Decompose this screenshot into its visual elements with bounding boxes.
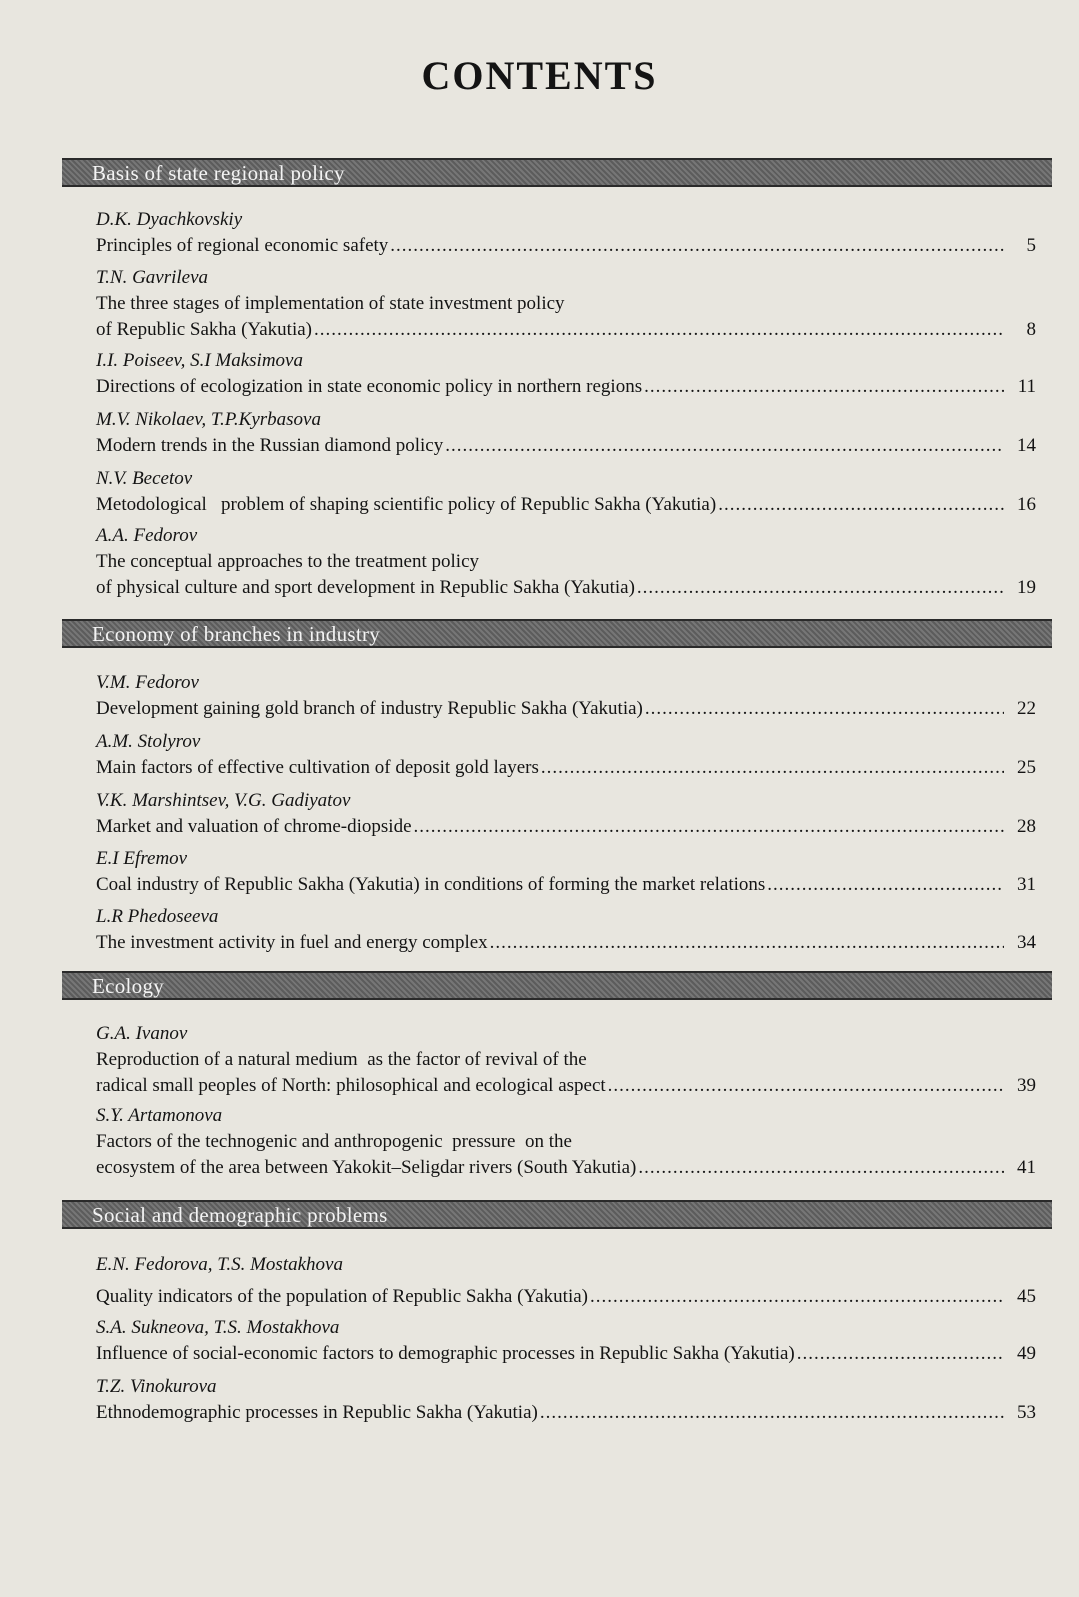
dot-leader [541,755,1004,781]
entry-page-number: 45 [1017,1286,1036,1307]
entry-authors: T.N. Gavrileva [96,267,209,288]
entry-page-number: 34 [1017,932,1036,953]
entry-page-number: 39 [1017,1075,1036,1096]
entry-authors: T.Z. Vinokurova [96,1376,217,1397]
entry-title: ecosystem of the area between Yakokit–Seligdar rivers (South Yakutia) [96,1157,637,1178]
toc-entry[interactable] [96,729,1036,781]
entry-authors: S.A. Sukneova, T.S. Mostakhova [96,1317,340,1338]
entry-title: Main factors of effective cultivation of deposit gold layers [96,757,539,778]
entry-page-number: 25 [1017,757,1036,778]
entry-title: Modern trends in the Russian diamond policy [96,435,444,456]
entry-authors: G.A. Ivanov [96,1023,188,1044]
dot-leader [608,1073,1004,1099]
toc-entry[interactable] [96,207,1036,259]
entry-page-number: 19 [1017,577,1036,598]
entry-title-line: The three stages of implementation of state investment policy [96,293,565,314]
toc-entry[interactable] [96,904,1036,956]
toc-entry[interactable] [96,1315,1036,1367]
toc-entry[interactable] [96,846,1036,898]
section-title: Ecology [92,974,165,998]
toc-entry[interactable] [96,1021,1036,1099]
section-header-basis-of-state-regional-policy [62,158,1052,187]
toc-entry[interactable] [96,1374,1036,1426]
entry-authors: S.Y. Artamonova [96,1105,223,1126]
entry-page-number: 31 [1017,874,1036,895]
dot-leader [637,575,1004,601]
entry-page-number: 14 [1017,435,1036,456]
toc-entry[interactable] [96,348,1036,400]
dot-leader [540,1400,1004,1426]
section-header-ecology [62,971,1052,1000]
entry-authors: A.A. Fedorov [96,525,198,546]
entry-title-line: The conceptual approaches to the treatment policy [96,551,480,572]
entry-page-number: 8 [1026,319,1036,340]
entry-page-number: 28 [1017,816,1036,837]
entry-authors: N.V. Becetov [96,468,193,489]
entry-authors: D.K. Dyachkovskiy [96,209,243,230]
entry-title: Metodological problem of shaping scientific policy of Republic Sakha (Yakutia) [96,494,717,515]
entry-page-number: 5 [1026,235,1036,256]
entry-authors: I.I. Poiseev, S.I Maksimova [96,350,303,371]
entry-title: radical small peoples of North: philosophical and ecological aspect [96,1075,606,1096]
toc-entry[interactable] [96,407,1036,459]
entry-title: The investment activity in fuel and energy complex [96,932,488,953]
entry-title: of Republic Sakha (Yakutia) [96,319,313,340]
entry-page-number: 53 [1017,1402,1036,1423]
toc-entry[interactable] [96,788,1036,840]
entry-authors: A.M. Stolyrov [96,731,201,752]
section-title: Social and demographic problems [92,1203,388,1227]
dot-leader [445,433,1004,459]
entry-title: Ethnodemographic processes in Republic Sakha (Yakutia) [96,1402,538,1423]
entry-title: Coal industry of Republic Sakha (Yakutia) in conditions of forming the market relations [96,874,766,895]
section-header-social-and-demographic-problems [62,1200,1052,1229]
dot-leader [638,1155,1004,1181]
entry-title: Directions of ecologization in state economic policy in northern regions [96,376,643,397]
entry-authors: E.I Efremov [96,848,188,869]
entry-page-number: 49 [1017,1343,1036,1364]
dot-leader [797,1341,1004,1367]
toc-entry[interactable] [96,466,1036,518]
entry-page-number: 16 [1017,494,1036,515]
toc-entry[interactable] [96,1103,1036,1181]
page-title: CONTENTS [421,53,658,98]
section-title: Economy of branches in industry [92,622,381,646]
dot-leader [414,814,1004,840]
entry-title: Quality indicators of the population of Republic Sakha (Yakutia) [96,1286,588,1307]
entry-title-line: Reproduction of a natural medium as the factor of revival of the [96,1049,587,1070]
entry-title: Principles of regional economic safety [96,235,389,256]
toc-entry[interactable] [96,1252,1036,1310]
dot-leader [314,317,1004,343]
entry-authors: E.N. Fedorova, T.S. Mostakhova [96,1254,343,1275]
dot-leader [718,492,1004,518]
entry-page-number: 11 [1017,376,1036,397]
entry-title: Influence of social-economic factors to demographic processes in Republic Sakha (Yakutia) [96,1343,795,1364]
dot-leader [645,696,1004,722]
dot-leader [644,374,1004,400]
section-title: Basis of state regional policy [92,161,345,185]
dot-leader [490,930,1004,956]
entry-authors: M.V. Nikolaev, T.P.Kyrbasova [96,409,321,430]
entry-title-line: Factors of the technogenic and anthropogenic pressure on the [96,1131,572,1152]
entry-authors: L.R Phedoseeva [96,906,219,927]
entry-page-number: 41 [1017,1157,1036,1178]
dot-leader [390,233,1004,259]
toc-entry[interactable] [96,265,1036,343]
entry-authors: V.M. Fedorov [96,672,199,693]
entry-authors: V.K. Marshintsev, V.G. Gadiyatov [96,790,351,811]
dot-leader [767,872,1004,898]
entry-title: of physical culture and sport development in Republic Sakha (Yakutia) [96,577,635,598]
entry-title: Development gaining gold branch of industry Republic Sakha (Yakutia) [96,698,643,719]
entry-title: Market and valuation of chrome-diopside [96,816,412,837]
entry-page-number: 22 [1017,698,1036,719]
dot-leader [590,1284,1004,1310]
toc-entry[interactable] [96,523,1036,601]
section-header-economy-of-branches-in-industry [62,619,1052,648]
toc-entry[interactable] [96,670,1036,722]
